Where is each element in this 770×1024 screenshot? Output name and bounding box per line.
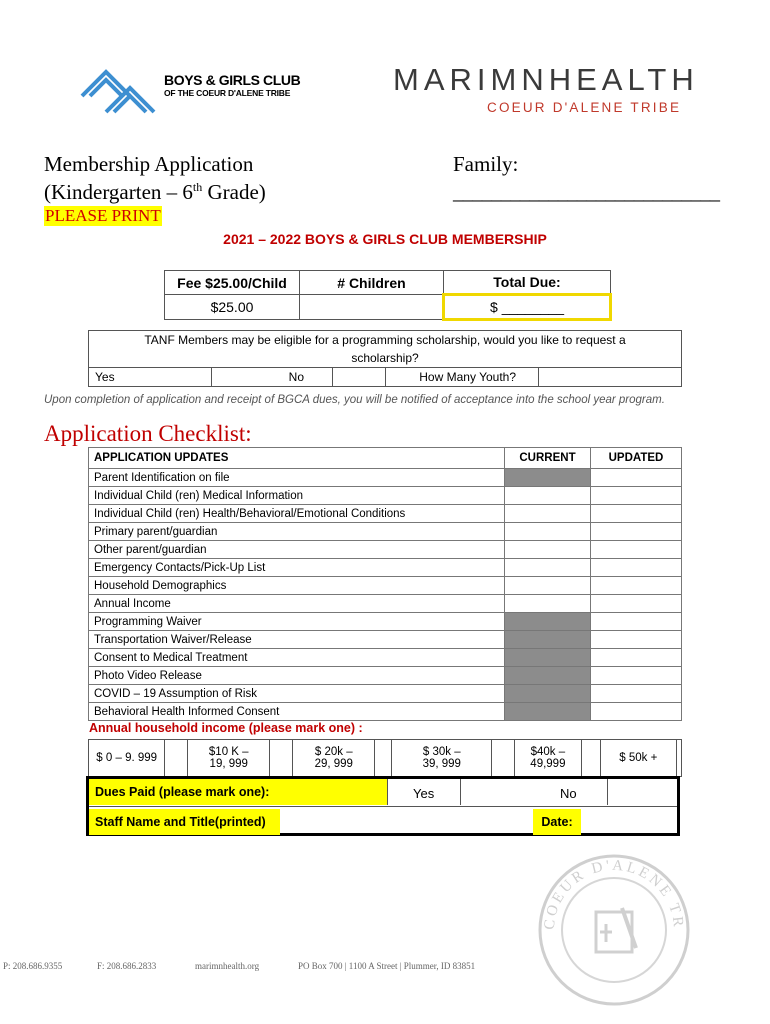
- income-checkbox[interactable]: [375, 740, 392, 777]
- bgc-tribe: OF THE COEUR D'ALENE TRIBE: [164, 88, 291, 98]
- updated-cell[interactable]: [591, 469, 682, 487]
- updated-cell[interactable]: [591, 631, 682, 649]
- current-cell: [505, 613, 591, 631]
- checklist-title: Application Checklist:: [44, 421, 252, 446]
- updated-cell[interactable]: [591, 505, 682, 523]
- income-range-label: $ 50k +: [600, 740, 676, 777]
- dues-yes-label: Yes: [413, 786, 435, 801]
- updated-cell[interactable]: [591, 541, 682, 559]
- current-header: CURRENT: [505, 448, 591, 469]
- current-cell[interactable]: [505, 595, 591, 613]
- current-cell: [505, 685, 591, 703]
- updated-cell[interactable]: [591, 523, 682, 541]
- checklist-row: COVID – 19 Assumption of Risk: [89, 685, 505, 703]
- divider: [460, 779, 461, 805]
- tanf-table: [88, 330, 682, 387]
- fee-table: [164, 270, 612, 321]
- current-cell[interactable]: [505, 505, 591, 523]
- form-title: Membership Application: [44, 152, 254, 176]
- footer-address: PO Box 700 | 1100 A Street | Plummer, ID 83851: [298, 961, 476, 971]
- checklist-row: Individual Child (ren) Medical Information: [89, 487, 505, 505]
- footer-phone: P: 208.686.9355: [3, 961, 63, 971]
- income-checkbox[interactable]: [492, 740, 515, 777]
- current-cell: [505, 631, 591, 649]
- footer-website[interactable]: marimnhealth.org: [195, 961, 260, 971]
- bgc-name: BOYS & GIRLS CLUB: [164, 72, 301, 88]
- dues-paid-label: Dues Paid (please mark one):: [89, 779, 387, 805]
- tanf-no-label: No: [212, 368, 333, 387]
- divider: [89, 806, 677, 807]
- footer-fax: F: 208.686.2833: [97, 961, 157, 971]
- income-range-label: $ 30k – 39, 999: [392, 740, 492, 777]
- income-title: Annual household income (please mark one) :: [89, 721, 363, 735]
- current-cell[interactable]: [505, 487, 591, 505]
- current-cell[interactable]: [505, 559, 591, 577]
- divider: [387, 779, 388, 805]
- updated-cell[interactable]: [591, 667, 682, 685]
- current-cell: [505, 667, 591, 685]
- form-grade-range: (Kindergarten – 6th Grade): [44, 180, 266, 204]
- bgc-hands-icon: [76, 56, 166, 118]
- tanf-how-many-label: How Many Youth?: [386, 368, 539, 387]
- income-checkbox[interactable]: [270, 740, 293, 777]
- checklist-row: Photo Video Release: [89, 667, 505, 685]
- checklist-row: Consent to Medical Treatment: [89, 649, 505, 667]
- checklist-row: Annual Income: [89, 595, 505, 613]
- current-cell[interactable]: [505, 523, 591, 541]
- income-range-label: $40k – 49,999: [515, 740, 582, 777]
- fee-header: Fee $25.00/Child: [165, 271, 300, 295]
- current-cell[interactable]: [505, 541, 591, 559]
- tanf-question: TANF Members may be eligible for a programming scholarship, would you like to request a scholarship?: [89, 331, 682, 368]
- income-checkbox[interactable]: [581, 740, 600, 777]
- income-range-label: $ 0 – 9. 999: [89, 740, 165, 777]
- tanf-no-checkbox[interactable]: [333, 368, 386, 387]
- updated-cell[interactable]: [591, 703, 682, 721]
- current-cell: [505, 703, 591, 721]
- income-checkbox[interactable]: [677, 740, 682, 777]
- current-cell[interactable]: [505, 577, 591, 595]
- updated-cell[interactable]: [591, 685, 682, 703]
- checklist-row: Emergency Contacts/Pick-Up List: [89, 559, 505, 577]
- tanf-youth-count-field[interactable]: [539, 368, 682, 387]
- family-label: Family:: [453, 152, 519, 176]
- total-due-header: Total Due:: [444, 271, 611, 295]
- checklist-row: Other parent/guardian: [89, 541, 505, 559]
- date-label: Date:: [533, 809, 581, 835]
- income-table: [88, 739, 682, 777]
- dues-no-label: No: [560, 786, 577, 801]
- acceptance-notice: Upon completion of application and receipt of BGCA dues, you will be notified of acceptance into the school year program.: [44, 394, 665, 406]
- divider: [607, 779, 608, 805]
- staff-name-field[interactable]: [282, 809, 532, 835]
- svg-text:COEUR D'ALENE TRIBE: COEUR D'ALENE TR: [541, 857, 687, 931]
- checklist-row: Household Demographics: [89, 577, 505, 595]
- children-header: # Children: [300, 271, 444, 295]
- tanf-yes-label: Yes: [89, 368, 212, 387]
- family-name-field[interactable]: ____________________________: [453, 180, 719, 204]
- staff-name-label: Staff Name and Title(printed): [89, 809, 280, 835]
- updated-cell[interactable]: [591, 487, 682, 505]
- checklist-row: Transportation Waiver/Release: [89, 631, 505, 649]
- marimn-health-subtitle: COEUR D'ALENE TRIBE: [487, 100, 682, 115]
- please-print-note: PLEASE PRINT: [45, 206, 161, 225]
- checklist-table: [88, 447, 682, 721]
- fee-value: $25.00: [165, 295, 300, 320]
- updated-cell[interactable]: [591, 595, 682, 613]
- marimn-health-logo-text: MARIMNHEALTH: [393, 62, 699, 97]
- checklist-row: Individual Child (ren) Health/Behavioral/Emotional Conditions: [89, 505, 505, 523]
- income-range-label: $ 20k – 29, 999: [293, 740, 375, 777]
- updated-cell[interactable]: [591, 613, 682, 631]
- checklist-row: Behavioral Health Informed Consent: [89, 703, 505, 721]
- checklist-row: Primary parent/guardian: [89, 523, 505, 541]
- income-checkbox[interactable]: [165, 740, 188, 777]
- dues-no-checkbox[interactable]: [609, 779, 677, 805]
- updated-cell[interactable]: [591, 649, 682, 667]
- updates-header: APPLICATION UPDATES: [89, 448, 505, 469]
- current-cell: [505, 469, 591, 487]
- current-cell: [505, 649, 591, 667]
- updated-header: UPDATED: [591, 448, 682, 469]
- date-field[interactable]: [583, 809, 677, 835]
- updated-cell[interactable]: [591, 559, 682, 577]
- checklist-row: Programming Waiver: [89, 613, 505, 631]
- children-count-field[interactable]: [300, 295, 444, 320]
- updated-cell[interactable]: [591, 577, 682, 595]
- tribe-seal-watermark: [536, 852, 692, 1008]
- income-range-label: $10 K – 19, 999: [188, 740, 270, 777]
- total-due-field[interactable]: $ ________: [444, 295, 611, 320]
- membership-heading: 2021 – 2022 BOYS & GIRLS CLUB MEMBERSHIP: [223, 231, 547, 247]
- dues-yes-checkbox[interactable]: [462, 779, 532, 805]
- checklist-row: Parent Identification on file: [89, 469, 505, 487]
